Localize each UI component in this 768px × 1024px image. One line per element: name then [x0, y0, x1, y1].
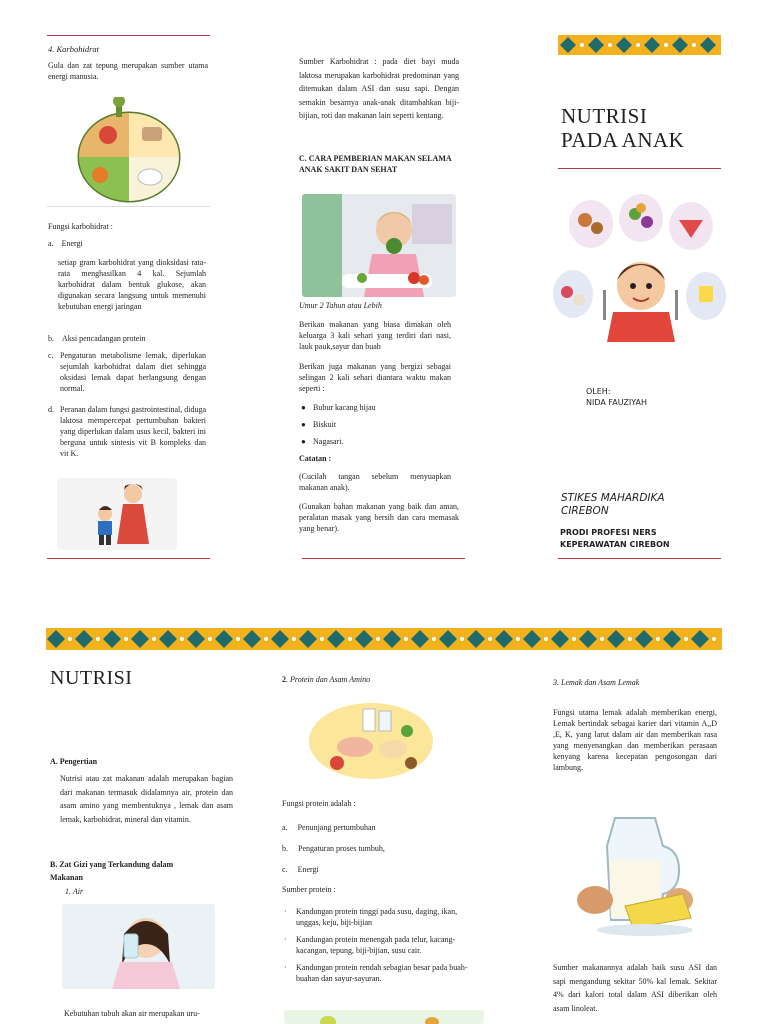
panel1-bottom-rule — [47, 558, 210, 559]
cover-program-line2: KEPERAWATAN CIREBON — [560, 540, 670, 549]
kid-food-groups-illustration — [551, 194, 726, 342]
list-item — [282, 906, 480, 928]
list-item — [282, 934, 480, 956]
cover-bottom-rule — [558, 558, 721, 559]
cover-title-rule — [558, 168, 721, 169]
heading-num: 2 — [282, 675, 286, 684]
item-label: Energi — [61, 239, 83, 248]
panel1-energy-detail: setiap gram karbohidrat yang dioksidasi rata-rata menghasilkan 4 kal. Sejumlah karbohidrat dalam bentuk glukose, akan digunakan secara langsung untuk memenuhi kebutuhan energi jaringan — [58, 258, 206, 311]
cover-author: NIDA FAUZIYAH — [586, 398, 648, 407]
item-marker: d. — [48, 405, 54, 414]
inside2-functions-title: Fungsi protein adalah : — [282, 799, 356, 808]
dairy-products-illustration — [555, 810, 712, 942]
panel2-note-title: Catatan : — [299, 454, 332, 463]
item-label: Penunjang pertumbuhan — [297, 823, 376, 832]
list-item-label: Bubur kacang hijau — [313, 403, 376, 412]
list-item-label: Kandungan protein tinggi pada susu, daging, ikan, unggas, keju, biji-bijian — [296, 907, 458, 927]
list-item-label: Kandungan protein menengah pada telur, kacang-kacangan, tepung, biji-bijian, susu cair. — [296, 935, 456, 955]
list-item — [299, 436, 449, 447]
panel1-top-rule — [47, 35, 210, 36]
inside1-def-text: Nutrisi atau zat makanan adalah merupakan bagian dari makanan termasuk didalamnya air, protein dan asam amino yang membentuknya , lemak dan asam lemak, karbohidrat, mineral dan vitamin. — [60, 774, 233, 824]
inside1-section-b — [50, 858, 200, 884]
panel2-section-title: C. CARA PEMBERIAN MAKAN SELAMA ANAK SAKIT DAN SEHAT — [299, 154, 452, 174]
list-item — [299, 402, 449, 413]
protein-food-illustration — [307, 701, 435, 781]
inside1-water-text: Kebutuhan tubuh akan air merupakan uru- — [64, 1009, 200, 1018]
panel1-divider — [47, 206, 210, 207]
bullet-icon: ● — [301, 420, 306, 429]
cover-by — [586, 386, 647, 408]
item-marker: a. — [282, 823, 288, 832]
cover-pattern-band — [558, 35, 721, 55]
food-plate-illustration — [70, 97, 188, 205]
item-marker: a. — [48, 239, 54, 248]
inside1-def-title: A. Pengertian — [50, 757, 98, 766]
panel1-heading: 4. Karbohidrat — [48, 44, 100, 54]
inside2-source-list — [282, 906, 480, 984]
inside3-heading: 3. Lemak dan Asam Lemak — [553, 678, 640, 687]
cover-institution: STIKES MAHARDIKA CIREBON — [561, 492, 665, 517]
cover-program-line1: PRODI PROFESI NERS — [560, 528, 657, 537]
panel1-item-d — [48, 404, 206, 459]
panel1-intro: Gula dan zat tepung merupakan sumber utama energi manusia. — [48, 61, 208, 81]
child-eating-photo — [302, 194, 456, 297]
panel2-p2: Berikan juga makanan yang bergizi sebagai selingan 2 kali sehari diantara waktu makan seperti : — [299, 362, 451, 393]
item-label: Pengaturan proses tumbuh, — [298, 844, 385, 853]
list-item-label: Biskuit — [313, 420, 337, 429]
dash-icon: · — [284, 907, 287, 916]
item-marker: b. — [282, 844, 288, 853]
inside-pattern-band — [46, 628, 722, 650]
cover-title-line1: NUTRISI — [561, 104, 648, 128]
item-label: Aksi pencadangan protein — [62, 334, 146, 343]
panel2-p1: Berikan makanan yang biasa dimakan oleh keluarga 3 kali sehari yang terdiri dari nasi, lauk pauk,sayur dan buah — [299, 320, 451, 351]
panel2-intro: Sumber Karbohidrat : pada diet bayi muda laktosa merupakan karbohidrat predominan yang ditemukan dalam ASI dan susu sapi. Dengan semakin besarnya anak-anak ditambahkan biji-bijian, roti dan makanan lain seperti kentang. — [299, 57, 459, 120]
cover-title-line2: PADA ANAK — [561, 128, 685, 152]
panel1-item-b — [48, 334, 146, 343]
cover-title — [561, 104, 684, 152]
cover-program — [560, 527, 670, 551]
inside1-sub1: 1. Air — [65, 887, 84, 896]
panel1-functions-title: Fungsi karbohidrat : — [48, 222, 113, 231]
list-item-label: Kandungan protein rendah sebagian besar pada buah-buahan dan sayur-sayuran. — [296, 963, 468, 983]
panel2-bullet-list — [299, 402, 449, 447]
dash-icon: · — [284, 963, 287, 972]
item-label: Pengaturan metabolisme lemak, diperlukan sejumlah karbohidrat dalam diet sehingga oksidasi lemak dapat berlangsung dengan normal. — [60, 351, 206, 393]
cover-by-label: OLEH: — [586, 387, 611, 396]
panel2-age: Umur 2 Tahun atau Lebih — [299, 301, 382, 310]
bullet-icon: ● — [301, 403, 306, 412]
item-label: Peranan dalam fungsi gastrointestinal, diduga laktosa mempercepat pertumbuhan bakteri yang diperlukan dalam usus kecil, bakteri ini berguna untuk sintesis vit B kompleks dan vit K. — [60, 405, 206, 458]
inside2-item-a — [282, 823, 376, 832]
inside1-title: NUTRISI — [50, 667, 133, 689]
inside3-p1: Fungsi utama lemak adalah memberikan energi, Lemak bertindak sebagai karier dari vitamin A,,D ,E, K, yang larut dalam air dan memberikan rasa yang menyenangkan dan memberikan perasaan kenyang karena kecepatan pengosongan dari lambung. — [553, 708, 717, 772]
panel2-note2: (Gunakan bahan makanan yang baik dan aman, peralatan masak yang bersih dan cara memasak yang benar). — [299, 502, 459, 533]
list-item — [299, 419, 449, 430]
inside3-p2: Sumber makanannya adalah baik susu ASI dan sapi mengandung sekitar 50% kal lemak. Sekitar 4% dari kalori total dalam ASI diberikan oleh asam linoleat. — [553, 963, 717, 1013]
inside2-source-title: Sumber protein : — [282, 885, 336, 894]
item-label: Energi — [297, 865, 319, 874]
fruit-illustration-partial — [284, 1010, 484, 1024]
panel2-bottom-rule — [302, 558, 465, 559]
bullet-icon: ● — [301, 437, 306, 446]
panel1-item-c — [48, 350, 206, 394]
heading-text: . Protein dan Asam Amino — [286, 675, 371, 684]
item-marker: c. — [282, 865, 288, 874]
inside2-heading — [282, 675, 370, 684]
item-marker: b. — [48, 334, 54, 343]
girl-drinking-photo — [62, 904, 215, 989]
inside2-item-c — [282, 865, 319, 874]
mother-child-illustration — [57, 478, 177, 550]
list-item — [282, 962, 480, 984]
panel2-note1: (Cucilah tangan sebelum menyuapkan makanan anak). — [299, 472, 451, 492]
dash-icon: · — [284, 935, 287, 944]
panel1-item-a — [48, 239, 83, 248]
section-b-text: B. Zat Gizi yang Terkandung dalam Makanan — [50, 860, 174, 882]
inside2-item-b — [282, 844, 385, 853]
item-marker: c. — [48, 351, 54, 360]
list-item-label: Nagasari. — [313, 437, 344, 446]
